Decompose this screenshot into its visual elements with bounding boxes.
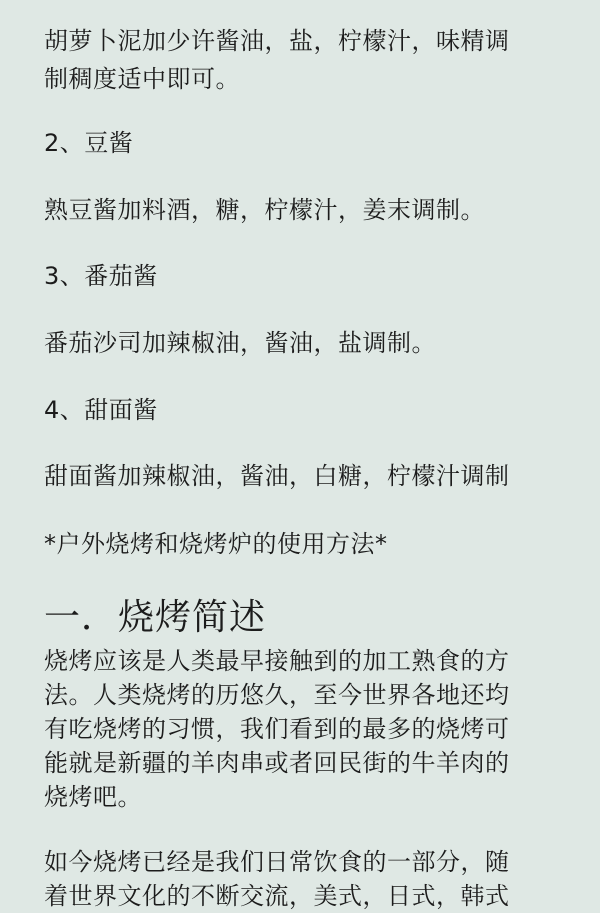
sauce-desc-fanqie: 番茄沙司加辣椒油，酱油，盐调制。 [44,329,436,357]
paragraph1-line-1: 烧烤应该是人类最早接触到的加工熟食的方 [44,647,510,675]
sauce-title-tianmian: 4、甜面酱 [44,396,158,424]
sauce-desc-tianmian: 甜面酱加辣椒油，酱油，白糖，柠檬汁调制 [44,462,510,490]
intro-line-2: 制稠度适中即可。 [44,65,240,93]
paragraph2-line-2: 着世界文化的不断交流，美式，日式，韩式 [44,882,510,910]
paragraph1-line-4: 能就是新疆的羊肉串或者回民街的牛羊肉的 [44,749,510,777]
sauce-title-fanqie: 3、番茄酱 [44,262,158,290]
intro-line-1: 胡萝卜泥加少许酱油，盐，柠檬汁，味精调 [44,27,510,55]
sauce-title-douyan: 2、豆酱 [44,129,134,157]
paragraph2-line-1: 如今烧烤已经是我们日常饮食的一部分，随 [44,848,510,876]
subtitle: *户外烧烤和烧烤炉的使用方法* [44,530,388,558]
paragraph1-line-2: 法。人类烧烤的历悠久，至今世界各地还均 [44,681,510,709]
section-heading: 一．烧烤简述 [44,597,267,638]
sauce-desc-douyan: 熟豆酱加料酒，糖，柠檬汁，姜末调制。 [44,196,485,224]
paragraph1-line-3: 有吃烧烤的习惯，我们看到的最多的烧烤可 [44,715,510,743]
paragraph1-line-5: 烧烤吧。 [44,783,142,811]
